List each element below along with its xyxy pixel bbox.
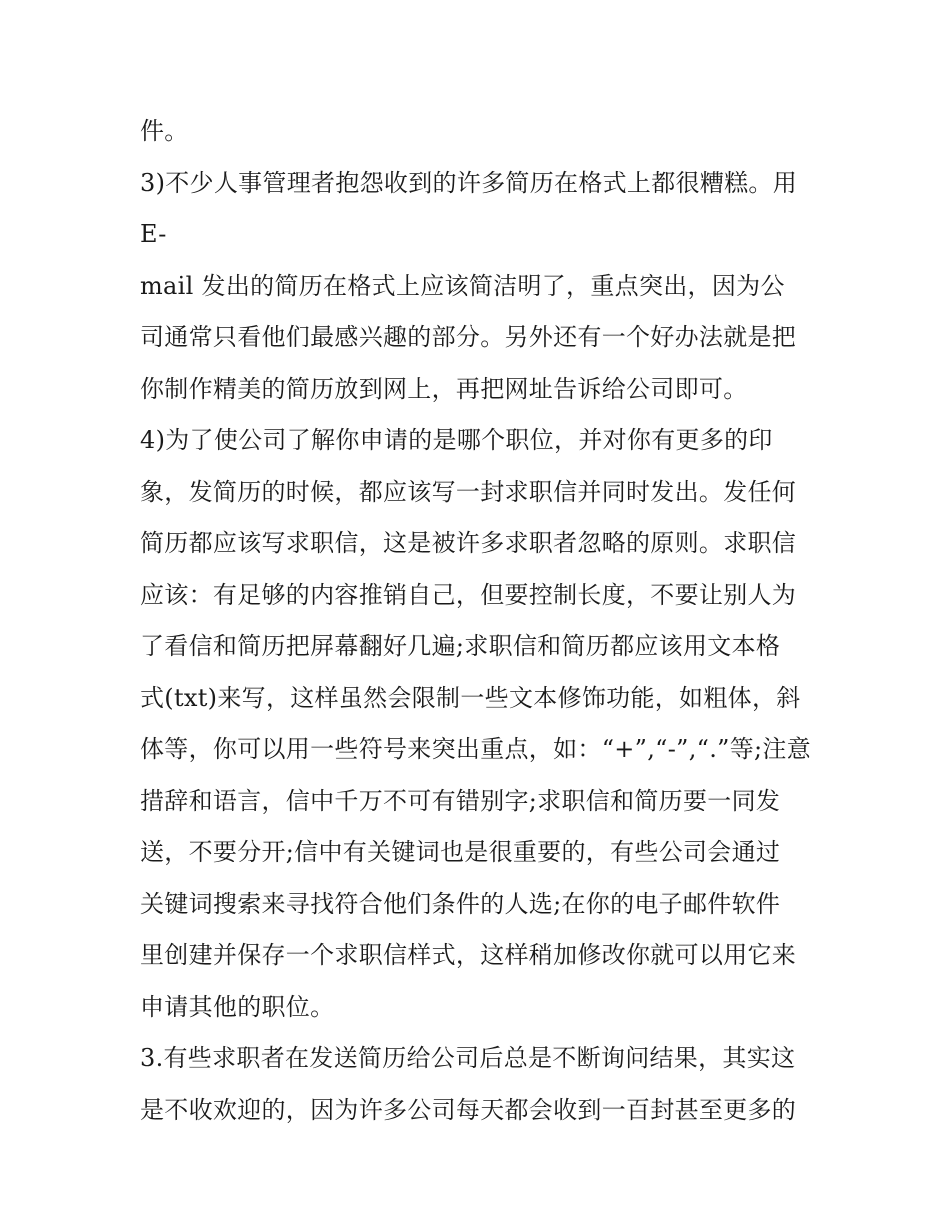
text-line: 体等，你可以用一些符号来突出重点，如：“+”,“-”,“.”等;注意 (140, 735, 812, 763)
text-line: mail 发出的简历在格式上应该简洁明了，重点突出，因为公 (140, 271, 785, 300)
text-line: 申请其他的职位。 (140, 992, 335, 1021)
text-line: E- (140, 220, 167, 248)
text-line: 送，不要分开;信中有关键词也是很重要的，有些公司会通过 (140, 838, 781, 866)
text-line: 件。 (140, 117, 189, 145)
text-line: 是不收欢迎的，因为许多公司每天都会收到一百封甚至更多的 (140, 1095, 797, 1124)
text-line: 你制作精美的简历放到网上，再把网址告诉给公司即可。 (140, 374, 748, 403)
text-line: 司通常只看他们最感兴趣的部分。另外还有一个好办法就是把 (140, 323, 797, 351)
text-line: 应该：有足够的内容推销自己，但要控制长度，不要让别人为 (140, 580, 797, 609)
text-line: 式(txt)来写，这样虽然会限制一些文本修饰功能，如粗体，斜 (140, 683, 801, 712)
body-text (140, 106, 820, 1136)
text-line: 3.有些求职者在发送简历给公司后总是不断询问结果，其实这 (140, 1044, 796, 1072)
text-line: 4)为了使公司了解你申请的是哪个职位，并对你有更多的印 (140, 426, 773, 454)
text-line: 了看信和简历把屏幕翻好几遍;求职信和简历都应该用文本格 (140, 632, 781, 660)
text-line: 象，发简历的时候，都应该写一封求职信并同时发出。发任何 (140, 477, 797, 506)
text-line: 简历都应该写求职信，这是被许多求职者忽略的原则。求职信 (140, 529, 797, 557)
text-line: 措辞和语言，信中千万不可有错别字;求职信和简历要一同发 (140, 786, 781, 815)
text-line: 里创建并保存一个求职信样式，这样稍加修改你就可以用它来 (140, 941, 797, 969)
text-line: 3)不少人事管理者抱怨收到的许多简历在格式上都很糟糕。用 (140, 168, 798, 197)
text-line: 关键词搜索来寻找符合他们条件的人选;在你的电子邮件软件 (140, 889, 781, 918)
